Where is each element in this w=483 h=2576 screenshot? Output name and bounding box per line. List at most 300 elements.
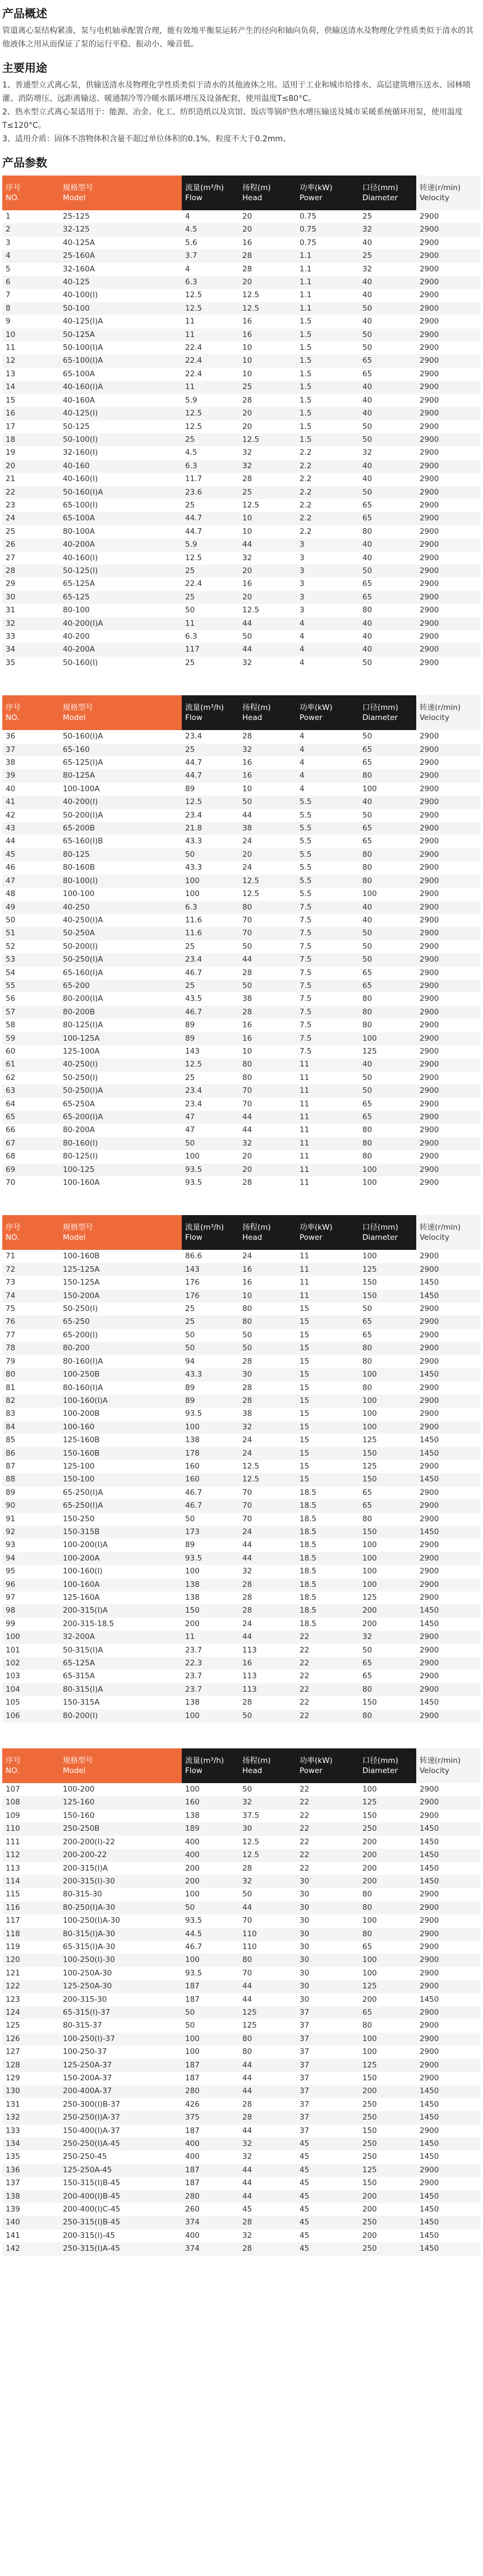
cell-flow: 89: [185, 784, 195, 793]
header-label-en: Model: [63, 193, 86, 202]
cell-no: 79: [6, 1356, 16, 1366]
cell-speed: 2900: [420, 1968, 439, 1978]
cell-flow: 23.7: [185, 1672, 203, 1681]
cell-diameter: 80: [362, 1125, 372, 1135]
cell-head: 28: [239, 1395, 296, 1407]
cell-model: 40-160(I): [63, 553, 98, 562]
table-row: [2, 499, 481, 512]
cell-head: 16: [239, 1657, 296, 1670]
cell-no: 60: [6, 1046, 16, 1056]
cell-power: 1.1: [300, 264, 312, 274]
cell-flow: 400: [185, 1837, 200, 1846]
cell-head: 20: [242, 212, 252, 221]
cell-diameter: 80: [362, 994, 372, 1004]
cell-model: 65-200B: [59, 822, 182, 835]
cell-speed: 2900: [420, 395, 439, 405]
cell-head: 113: [242, 1672, 257, 1681]
cell-flow: 22.4: [185, 579, 203, 589]
cell-no: 14: [2, 381, 59, 394]
cell-diameter: 250: [359, 2138, 416, 2150]
header-label-en: Flow: [185, 193, 203, 202]
cell-head: 28: [242, 1178, 252, 1188]
cell-diameter: 50: [359, 953, 416, 966]
cell-flow: 4.5: [185, 448, 197, 458]
cell-no: 125: [6, 2021, 20, 2030]
cell-model: 50-100(I)A: [63, 343, 103, 353]
cell-head: 28: [239, 1578, 296, 1591]
header-label-cn: 流量(m³/h): [185, 1223, 224, 1232]
table-row: [2, 315, 481, 328]
cell-no: 19: [6, 448, 16, 458]
cell-model: 80-125: [59, 848, 182, 861]
cell-head: 10: [242, 1046, 252, 1056]
cell-model: 100-200(I)A: [63, 1540, 108, 1550]
table-row: [2, 2033, 481, 2046]
cell-power: 1.1: [296, 276, 359, 289]
cell-head: 16: [239, 769, 296, 782]
cell-model: 65-100A: [63, 369, 95, 378]
cell-model: 65-315(I)A-30: [63, 1942, 116, 1951]
cell-head: 24: [239, 1447, 296, 1460]
cell-diameter: 65: [362, 968, 372, 977]
cell-speed: 2900: [416, 901, 481, 914]
cell-model: 150-315A: [63, 1698, 100, 1707]
table-row: [2, 1355, 481, 1368]
cell-flow: 44.7: [182, 512, 239, 525]
cell-speed: 2900: [420, 553, 439, 562]
table-row: [2, 591, 481, 604]
cell-flow: 50: [182, 848, 239, 861]
cell-power: 11: [300, 1252, 310, 1261]
cell-power: 30: [296, 1954, 359, 1966]
cell-diameter: 25: [359, 250, 416, 262]
cell-diameter: 50: [362, 810, 372, 820]
cell-flow: 11: [185, 317, 195, 326]
cell-speed: 2900: [420, 1890, 439, 1899]
cell-power: 5.5: [296, 822, 359, 835]
cell-head: 24: [242, 837, 252, 846]
header-label-cn: 规格型号: [63, 1223, 93, 1232]
cell-no: 62: [6, 1073, 16, 1082]
cell-model: 65-100A: [59, 512, 182, 525]
cell-diameter: 40: [359, 643, 416, 656]
cell-flow: 187: [185, 2178, 200, 2188]
cell-head: 12.5: [242, 1461, 260, 1471]
header-label-en: NO.: [6, 1766, 20, 1776]
cell-diameter: 50: [362, 1073, 372, 1082]
cell-model: 65-200(I): [63, 1330, 98, 1340]
cell-diameter: 150: [362, 1278, 377, 1287]
table-row: [2, 1954, 481, 1966]
table-row: [2, 1591, 481, 1604]
cell-model: 40-125A: [63, 238, 95, 247]
cell-flow: 44.7: [185, 527, 203, 536]
cell-speed: 2900: [416, 1980, 481, 1993]
table-row: [2, 1928, 481, 1941]
cell-head: 32: [242, 1567, 252, 1576]
cell-power: 1.5: [300, 317, 312, 326]
cell-speed: 2900: [416, 1901, 481, 1914]
table-row: [2, 302, 481, 315]
cell-power: 7.5: [300, 968, 312, 977]
cell-diameter: 32: [362, 448, 372, 458]
cell-speed: 2900: [420, 2047, 439, 2057]
cell-model: 40-160(I)A: [59, 381, 182, 394]
cell-model: 50-250(I)A: [59, 1084, 182, 1097]
cell-no: 102: [2, 1657, 59, 1670]
cell-diameter: 100: [362, 1916, 377, 1926]
cell-model: 40-160(I): [63, 474, 98, 484]
cell-diameter: 80: [359, 769, 416, 782]
cell-power: 18.5: [300, 1567, 317, 1576]
cell-model: 50-250(I)A: [59, 953, 182, 966]
cell-power: 1.1: [300, 290, 312, 300]
cell-power: 5.5: [300, 837, 312, 846]
cell-power: 15: [300, 1409, 310, 1419]
table-gap: [0, 1189, 483, 1215]
cell-head: 20: [239, 223, 296, 236]
cell-diameter: 100: [362, 889, 377, 899]
table-row: [2, 1111, 481, 1124]
table-row: [2, 967, 481, 980]
table-row: [2, 1329, 481, 1342]
cell-model: 80-200(I)A: [63, 994, 103, 1004]
cell-model: 40-250(I)A: [63, 915, 103, 925]
cell-no: 116: [2, 1901, 59, 1914]
table-row: [2, 276, 481, 289]
table-row: [2, 433, 481, 446]
cell-diameter: 50: [359, 927, 416, 940]
header-label-cn: 功率(kW): [300, 1223, 333, 1232]
cell-speed: 2900: [416, 1263, 481, 1276]
cell-no: 139: [6, 2205, 20, 2214]
cell-speed: 2900: [420, 1645, 439, 1655]
cell-no: 46: [6, 863, 16, 872]
cell-power: 4: [296, 744, 359, 756]
cell-head: 24: [242, 1435, 252, 1445]
cell-head: 44: [239, 2059, 296, 2072]
cell-model: 150-100: [59, 1473, 182, 1486]
header-no: [2, 1748, 59, 1783]
cell-flow: 23.4: [185, 732, 203, 741]
cell-diameter: 32: [362, 264, 372, 274]
cell-speed: 2900: [416, 1578, 481, 1591]
cell-speed: 2900: [420, 1046, 439, 1056]
cell-model: 65-250(I)A: [63, 1488, 103, 1497]
cell-flow: 189: [182, 1822, 239, 1835]
cell-diameter: 65: [362, 1330, 372, 1340]
table-row: [2, 875, 481, 888]
cell-no: 142: [2, 2242, 59, 2255]
cell-speed: 2900: [420, 758, 439, 768]
cell-flow: 200: [185, 1619, 200, 1628]
cell-diameter: 80: [362, 606, 372, 615]
cell-no: 119: [6, 1942, 20, 1951]
cell-flow: 5.9: [182, 538, 239, 551]
cell-model: 80-160(I): [59, 1137, 182, 1150]
cell-speed: 1450: [416, 1526, 481, 1539]
cell-flow: 12.5: [182, 1058, 239, 1071]
cell-head: 44: [239, 1631, 296, 1644]
cell-diameter: 40: [359, 1058, 416, 1071]
cell-no: 85: [6, 1435, 16, 1445]
cell-no: 26: [2, 538, 59, 551]
cell-speed: 2900: [420, 1178, 439, 1188]
cell-speed: 2900: [416, 565, 481, 578]
cell-model: 50-100: [59, 302, 182, 315]
cell-no: 110: [2, 1822, 59, 1835]
cell-power: 30: [300, 1916, 310, 1926]
cell-power: 45: [300, 2178, 310, 2188]
cell-model: 200-400A-37: [59, 2085, 182, 2098]
table-row: [2, 1862, 481, 1875]
cell-flow: 43.3: [185, 863, 203, 872]
cell-flow: 11: [182, 381, 239, 394]
cell-diameter: 40: [362, 553, 372, 562]
table-header-row: [2, 695, 481, 730]
cell-power: 7.5: [296, 953, 359, 966]
cell-diameter: 65: [362, 1942, 372, 1951]
cell-power: 18.5: [300, 1593, 317, 1602]
cell-diameter: 80: [362, 527, 372, 536]
table-row: [2, 223, 481, 236]
cell-speed: 2900: [416, 1164, 481, 1176]
cell-no: 16: [2, 407, 59, 420]
cell-model: 100-200A: [59, 1552, 182, 1565]
cell-head: 28: [242, 264, 252, 274]
spec-table: [2, 1748, 481, 2256]
cell-diameter: 100: [362, 784, 377, 793]
cell-flow: 426: [185, 2099, 200, 2109]
cell-no: 104: [2, 1683, 59, 1696]
table-row: [2, 2098, 481, 2111]
cell-speed: 2900: [416, 276, 481, 289]
cell-flow: 93.5: [182, 1552, 239, 1565]
cell-speed: 2900: [416, 591, 481, 604]
cell-flow: 400: [182, 2138, 239, 2150]
cell-no: 103: [6, 1672, 20, 1681]
cell-power: 4: [300, 784, 305, 793]
cell-no: 140: [2, 2216, 59, 2229]
cell-model: 65-100(I)A: [59, 354, 182, 367]
cell-diameter: 250: [359, 2242, 416, 2255]
cell-power: 0.75: [300, 212, 317, 221]
header-no: [2, 1215, 59, 1250]
cell-power: 22: [296, 1822, 359, 1835]
cell-no: 128: [2, 2059, 59, 2072]
cell-flow: 46.7: [182, 1006, 239, 1019]
cell-model: 200-315-18.5: [63, 1619, 114, 1628]
cell-speed: 2900: [416, 1796, 481, 1809]
cell-no: 58: [6, 1021, 16, 1030]
table-row: [2, 565, 481, 578]
cell-speed: 2900: [420, 1540, 439, 1550]
cell-power: 45: [300, 2152, 310, 2162]
cell-model: 40-250(I): [59, 1058, 182, 1071]
cell-speed: 2900: [416, 460, 481, 473]
cell-model: 50-160(I): [63, 658, 98, 667]
cell-head: 44: [242, 810, 252, 820]
header-label-cn: 口径(mm): [362, 1756, 398, 1766]
header-label-cn: 扬程(m): [242, 183, 271, 192]
header-label-cn: 转速(r/min): [420, 1756, 461, 1766]
cell-head: 32: [242, 2231, 252, 2240]
cell-flow: 25: [185, 500, 195, 510]
cell-diameter: 50: [362, 658, 372, 667]
cell-power: 30: [300, 1890, 310, 1899]
cell-diameter: 200: [359, 1849, 416, 1862]
cell-diameter: 200: [362, 2205, 377, 2214]
cell-speed: 2900: [416, 1137, 481, 1150]
overview-text: 管道离心泵结构紧凑，泵与电机轴承配置合理，能有效地平衡泵运转产生的径向和轴向负荷，供输送清水及物理化学性质类似于清水的其他液体之用从而保证了泵的运行平稳、振动小、噪音低。: [2, 26, 473, 49]
cell-head: 20: [239, 407, 296, 420]
cell-flow: 160: [182, 1796, 239, 1809]
table-row: [2, 1980, 481, 1993]
cell-head: 32: [239, 744, 296, 756]
cell-flow: 21.8: [182, 822, 239, 835]
header-label-en: Diameter: [362, 1766, 398, 1776]
table-row: [2, 1176, 481, 1189]
cell-flow: 100: [182, 1954, 239, 1966]
cell-model: 50-125A: [59, 329, 182, 341]
cell-head: 80: [239, 1058, 296, 1071]
cell-speed: 2900: [420, 1125, 439, 1135]
cell-diameter: 200: [362, 1863, 377, 1873]
cell-model: 40-250: [59, 901, 182, 914]
cell-speed: 2900: [416, 354, 481, 367]
cell-no: 18: [2, 433, 59, 446]
cell-no: 4: [2, 250, 59, 262]
cell-speed: 2900: [416, 1315, 481, 1328]
cell-flow: 23.4: [182, 1084, 239, 1097]
cell-no: 111: [6, 1837, 20, 1846]
cell-model: 65-100(I): [63, 500, 98, 510]
cell-head: 10: [242, 784, 252, 793]
cell-flow: 5.6: [185, 238, 197, 247]
cell-model: 100-125: [59, 1164, 182, 1176]
cell-flow: 93.5: [182, 1164, 239, 1176]
cell-speed: 2900: [420, 422, 439, 431]
cell-diameter: 200: [362, 1837, 377, 1846]
cell-no: 86: [2, 1447, 59, 1460]
table-row: [2, 1434, 481, 1447]
header-label-cn: 序号: [6, 703, 21, 713]
table-row: [2, 1901, 481, 1914]
cell-power: 11: [300, 1152, 310, 1161]
header-label-cn: 序号: [6, 1756, 21, 1766]
cell-head: 44: [239, 1901, 296, 1914]
cell-head: 20: [239, 591, 296, 604]
cell-model: 250-315(I)B-45: [59, 2216, 182, 2229]
cell-power: 37: [300, 2074, 310, 2083]
table-row: [2, 2059, 481, 2072]
cell-head: 28: [239, 1006, 296, 1019]
cell-head: 28: [239, 2111, 296, 2124]
cell-no: 134: [2, 2138, 59, 2150]
cell-no: 106: [2, 1710, 59, 1723]
cell-diameter: 80: [359, 1901, 416, 1914]
cell-flow: 50: [185, 1514, 195, 1524]
cell-speed: 2900: [416, 848, 481, 861]
cell-speed: 2900: [416, 223, 481, 236]
cell-speed: 2900: [420, 527, 439, 536]
cell-speed: 2900: [420, 1330, 439, 1340]
cell-flow: 23.4: [185, 1099, 203, 1109]
cell-head: 10: [239, 512, 296, 525]
cell-model: 100-200B: [63, 1409, 100, 1419]
cell-flow: 117: [182, 643, 239, 656]
cell-diameter: 80: [362, 1890, 372, 1899]
cell-no: 59: [2, 1032, 59, 1045]
table-row: [2, 381, 481, 394]
cell-diameter: 65: [359, 512, 416, 525]
cell-flow: 6.3: [182, 276, 239, 289]
cell-no: 52: [6, 941, 16, 951]
cell-no: 39: [2, 769, 59, 782]
cell-head: 16: [239, 1032, 296, 1045]
cell-head: 12.5: [239, 1849, 296, 1862]
header-label-cn: 功率(kW): [300, 703, 333, 713]
cell-diameter: 80: [362, 1514, 372, 1524]
cell-no: 7: [6, 290, 11, 300]
cell-power: 45: [296, 2242, 359, 2255]
cell-diameter: 40: [362, 317, 372, 326]
cell-flow: 44.7: [182, 769, 239, 782]
cell-model: 80-160(I)A: [63, 1356, 103, 1366]
cell-diameter: 65: [359, 354, 416, 367]
cell-diameter: 125: [362, 1046, 377, 1056]
cell-diameter: 150: [362, 1811, 377, 1820]
cell-diameter: 65: [359, 744, 416, 756]
cell-no: 71: [6, 1252, 16, 1261]
cell-head: 70: [239, 927, 296, 940]
header-label-cn: 转速(r/min): [420, 183, 461, 192]
cell-flow: 4: [185, 264, 190, 274]
cell-model: 100-250B: [59, 1368, 182, 1381]
cell-speed: 1450: [416, 2138, 481, 2150]
cell-head: 28: [239, 2216, 296, 2229]
cell-head: 32: [239, 1137, 296, 1150]
cell-speed: 2900: [420, 2126, 439, 2135]
cell-no: 61: [2, 1058, 59, 1071]
cell-model: 65-125: [59, 591, 182, 604]
header-label-en: Diameter: [362, 1233, 398, 1243]
overview-title: 产品概述: [2, 7, 47, 20]
cell-model: 65-315A: [63, 1672, 95, 1681]
cell-flow: 280: [182, 2085, 239, 2098]
cell-flow: 23.7: [182, 1683, 239, 1696]
cell-no: 68: [6, 1152, 16, 1161]
cell-diameter: 80: [359, 1342, 416, 1355]
table-row: [2, 1565, 481, 1578]
cell-flow: 93.5: [185, 1968, 203, 1978]
cell-speed: 2900: [420, 632, 439, 641]
cell-diameter: 80: [359, 1710, 416, 1723]
cell-flow: 25: [182, 1315, 239, 1328]
table-row: [2, 1098, 481, 1111]
table-row: [2, 1552, 481, 1565]
cell-flow: 25: [185, 941, 195, 951]
table-row: [2, 2150, 481, 2163]
cell-flow: 100: [182, 1421, 239, 1434]
cell-power: 1.5: [300, 343, 312, 353]
table-row: [2, 1604, 481, 1617]
cell-model: 65-250A: [63, 1099, 95, 1109]
cell-power: 7.5: [296, 927, 359, 940]
header-diameter: [359, 1215, 416, 1250]
cell-flow: 43.3: [185, 837, 203, 846]
cell-speed: 2900: [420, 889, 439, 899]
